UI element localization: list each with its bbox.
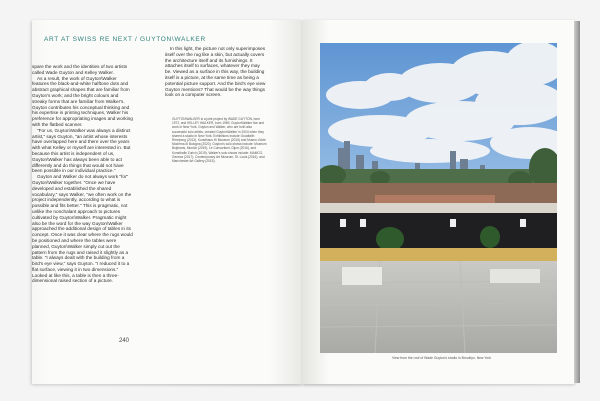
artist-bio-note: GUYTON\WALKER is a joint project by WADE GUYTON, born 1972, and KELLEY WALKER, born 1969. Guyton\Walker live and work in New York. Guyton and Walker, who are both also successful solo artists, created Guyton\Walker in 2004 when they shared a studio in New York. Exhibitions include Goodfaith Rirrejnorg (2013), Kunsthaus Hi Museum (2016) and Museo d'Arte Moderna di Bologna (2020). Guyton's solo shows include: Museum Boijmans, Munich (2019), Le Consortium, Dijon (2016), and Kunsthalle Zurich (2019). Walker's solo shows include: MAMCO, Geneva (2017), Contemporary Art Museum, St. Louis (2016), and Manchester Art Gallery (2015). — [172, 117, 267, 164]
text-column-right — [165, 46, 267, 98]
paragraph: In this light, the picture not only superimposes itself over the rug like a skin, but actually covers the architecture itself and its furnishings. It attaches itself to surfaces, whatever they may be. Viewed as a surface in this way, the building itself is a picture, at the same time as being a potential picture support. And the bird's eye view Guyton mentions? That would be the way things look on a computer screen. — [165, 46, 266, 98]
rooftop-photo-illustration — [320, 43, 557, 353]
paragraph: "For us, Guyton\Walker was always a distinct artist," says Guyton, "an artist whose interests have overlapped here and there over the years with what Kelley or myself are interested in. But because this artist is independent of us, Guyton\Walker has always been able to act differently and do things that would not have been possible in our individual practice." — [32, 127, 131, 174]
page-edge — [574, 21, 580, 383]
paragraph: spare the work and the identities of two artists called Wade Guyton and Kelley Walker. — [32, 64, 128, 75]
photo-caption: View from the roof of Wade Guyton's studio in Brooklyn, New York — [392, 356, 492, 360]
text-column-left — [32, 64, 134, 284]
page-number: 240 — [119, 338, 130, 344]
paragraph: As a result, the work of Guyton\Walker features the black-and-white halftone dots and abstract graphical shapes that are familiar from Guyton's work; and the bright colours and streaky forms that are familiar from Walker's. Guyton contributes his conceptual thinking and his expertise in printing techniques, Walker his preference for appropriating images and working with the flatbed scanner. — [32, 75, 133, 127]
paragraph: Guyton and Walker do not always work "for" Guyton\Walker together. "Once we have developed and established the shared vocabulary," says Walker, "we often work on the project independently, according to what is possible and fits better." This is pragmatic, not unlike the nonchalant approach to pictures cultivated by Guyton\Walker. Pragmatic might also be the word for the way Guyton\Walker approached the additional design of tables in its concept. Once it was clear where the rugs would be positioned and where the tables were planned, Guyton\Walker simply cut out the pattern from the rugs and raised it slightly as a table. "I always dealt with the building from a bird's eye view," says Guyton. "I reduced it to a flat surface, viewing it in two dimensions." Looked at like this, a table is then a three-dimensional raised section of a picture. — [32, 174, 133, 284]
rooftop-photo — [320, 43, 557, 353]
running-head: ART AT SWISS RE NEXT / GUYTON\WALKER — [44, 36, 206, 43]
